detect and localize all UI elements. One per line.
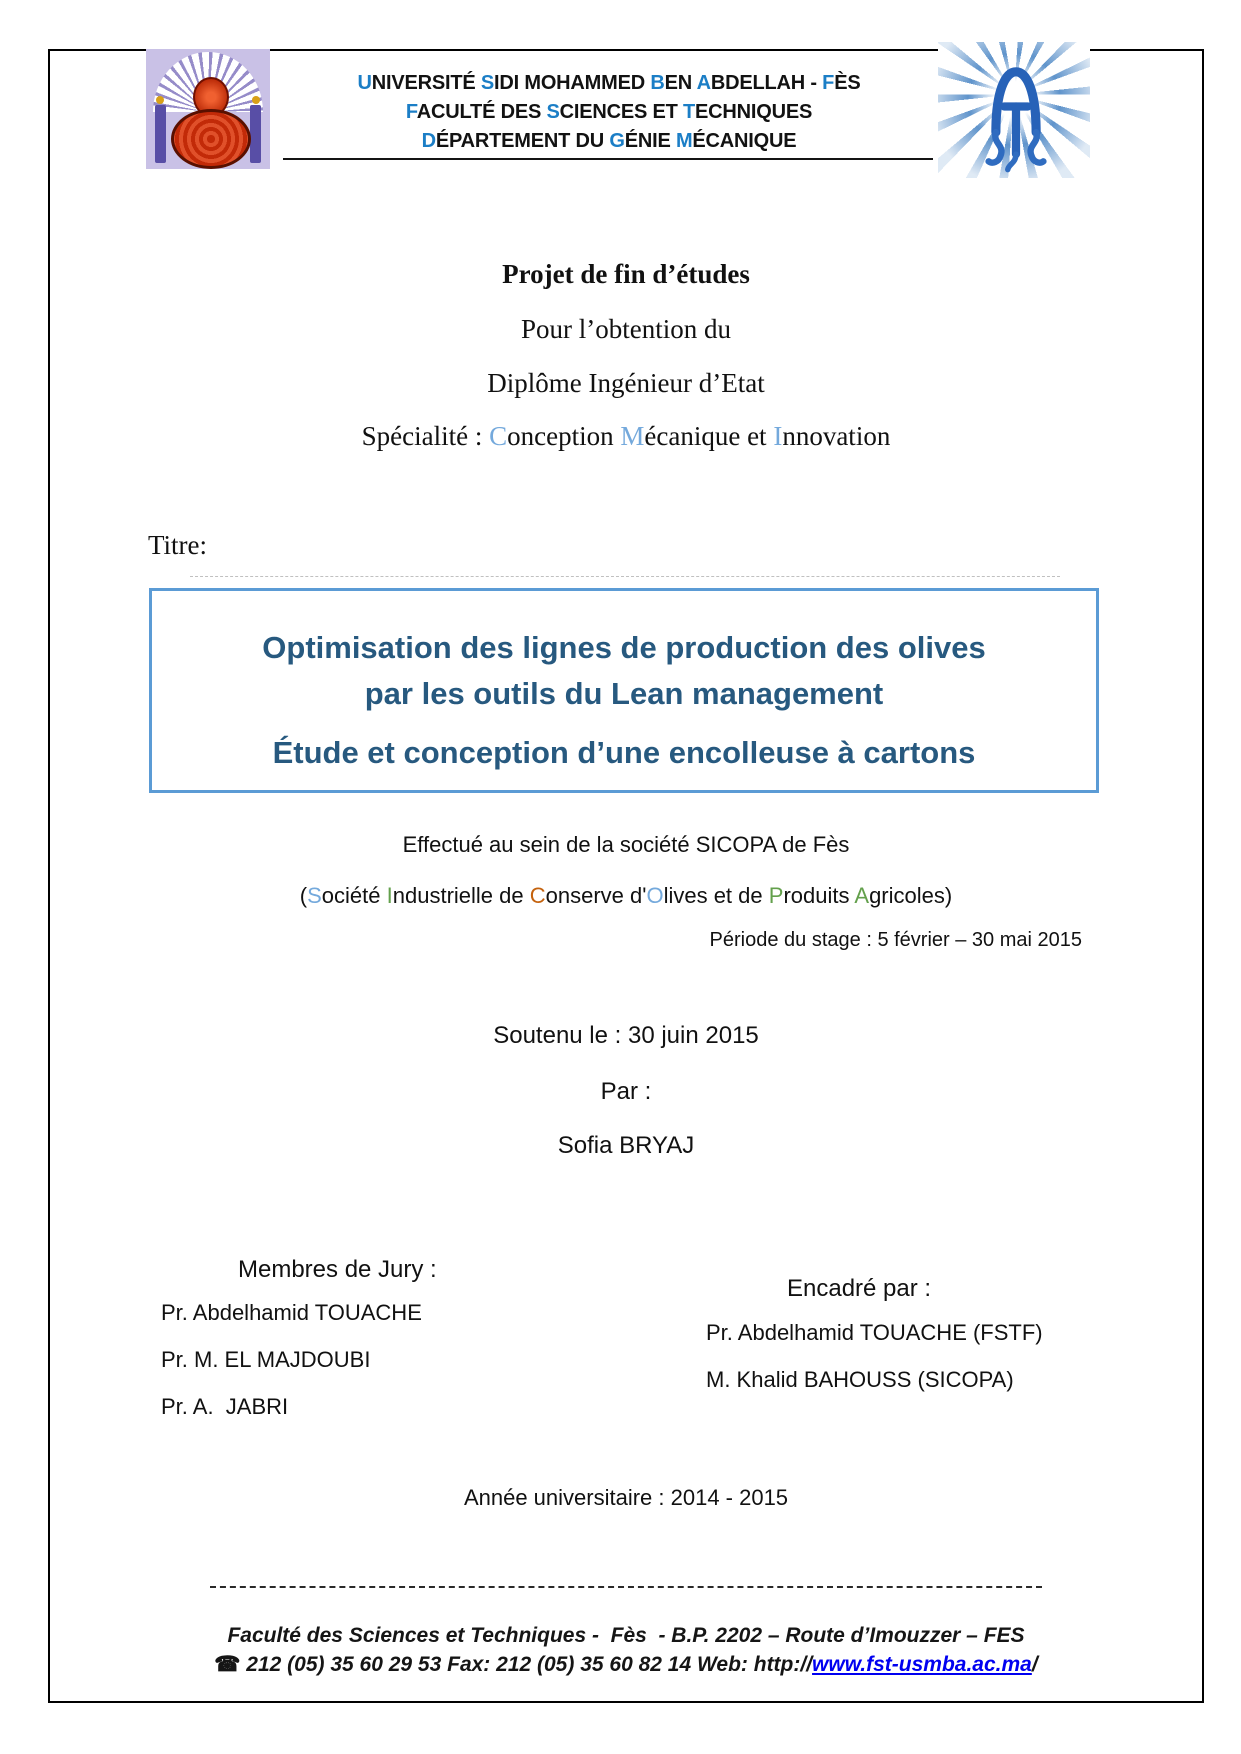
footer-contact — [48, 1652, 1204, 1677]
footer-contact-text: 212 (05) 35 60 29 53 Fax: 212 (05) 35 60 82 14 Web: http:// — [240, 1653, 813, 1676]
title-line-2: par les outils du Lean management — [364, 676, 884, 711]
university-name: UNIVERSITÉ SIDI MOHAMMED BEN ABDELLAH - FÈS — [357, 72, 861, 94]
jury-member: Pr. A. JABRI — [161, 1394, 289, 1419]
supervisors-title: Encadré par : — [787, 1275, 932, 1302]
jury-list — [161, 1302, 422, 1443]
title-box — [149, 588, 1099, 793]
header-rule — [283, 158, 933, 160]
supervisor: M. Khalid BAHOUSS (SICOPA) — [706, 1367, 1014, 1392]
emblem-right-finial — [252, 96, 260, 104]
document-type: Projet de fin d’études — [502, 259, 750, 289]
emblem-left-column — [155, 105, 166, 163]
purpose-line: Pour l’obtention du — [521, 314, 731, 344]
footer-url-suffix: / — [1031, 1653, 1038, 1676]
host-company-line: Effectué au sein de la société SICOPA de Fès — [402, 832, 850, 857]
fst-logo — [938, 42, 1090, 178]
usmba-emblem-logo — [146, 49, 270, 169]
specialty-line: Spécialité : Conception Mécanique et Innovation — [361, 421, 891, 451]
company-fullname-line: (Société Industrielle de Conserve d'Olives et de Produits Agricoles) — [299, 883, 953, 908]
footer-address: Faculté des Sciences et Techniques - Fès - B.P. 2202 – Route d’Imouzzer – FES — [227, 1624, 1025, 1647]
title-line-3: Étude et conception d’une encolleuse à cartons — [272, 735, 976, 770]
footer-dashed-rule — [210, 1586, 1042, 1588]
jury-member: Pr. M. EL MAJDOUBI — [161, 1347, 371, 1372]
emblem-medallion-large — [171, 109, 251, 169]
emblem-right-column — [250, 105, 261, 163]
defense-date-line: Soutenu le : 30 juin 2015 — [493, 1022, 759, 1049]
supervisors-list — [706, 1322, 1043, 1416]
faculty-name: FACULTÉ DES SCIENCES ET TECHNIQUES — [405, 101, 813, 123]
faint-anchor-line — [190, 576, 1060, 577]
institution-header — [283, 69, 935, 156]
website-link[interactable]: www.fst-usmba.ac.ma — [812, 1653, 1032, 1676]
title-line-1: Optimisation des lignes de production des olives — [262, 630, 986, 665]
academic-year-line: Année universitaire : 2014 - 2015 — [463, 1485, 789, 1510]
fst-arch-icon — [970, 48, 1062, 176]
by-label: Par : — [600, 1078, 652, 1105]
title-label: Titre: — [148, 530, 208, 560]
department-name: DÉPARTEMENT DU GÉNIE MÉCANIQUE — [421, 130, 797, 152]
page-border — [48, 49, 1204, 1703]
emblem-left-finial — [156, 96, 164, 104]
jury-title: Membres de Jury : — [238, 1256, 437, 1283]
phone-icon: ☎ — [214, 1653, 241, 1676]
jury-member: Pr. Abdelhamid TOUACHE — [161, 1300, 422, 1325]
author-name: Sofia BRYAJ — [557, 1132, 695, 1159]
internship-period: Période du stage : 5 février – 30 mai 2015 — [709, 929, 1082, 951]
supervisor: Pr. Abdelhamid TOUACHE (FSTF) — [706, 1320, 1043, 1345]
degree-line: Diplôme Ingénieur d’Etat — [487, 368, 765, 398]
